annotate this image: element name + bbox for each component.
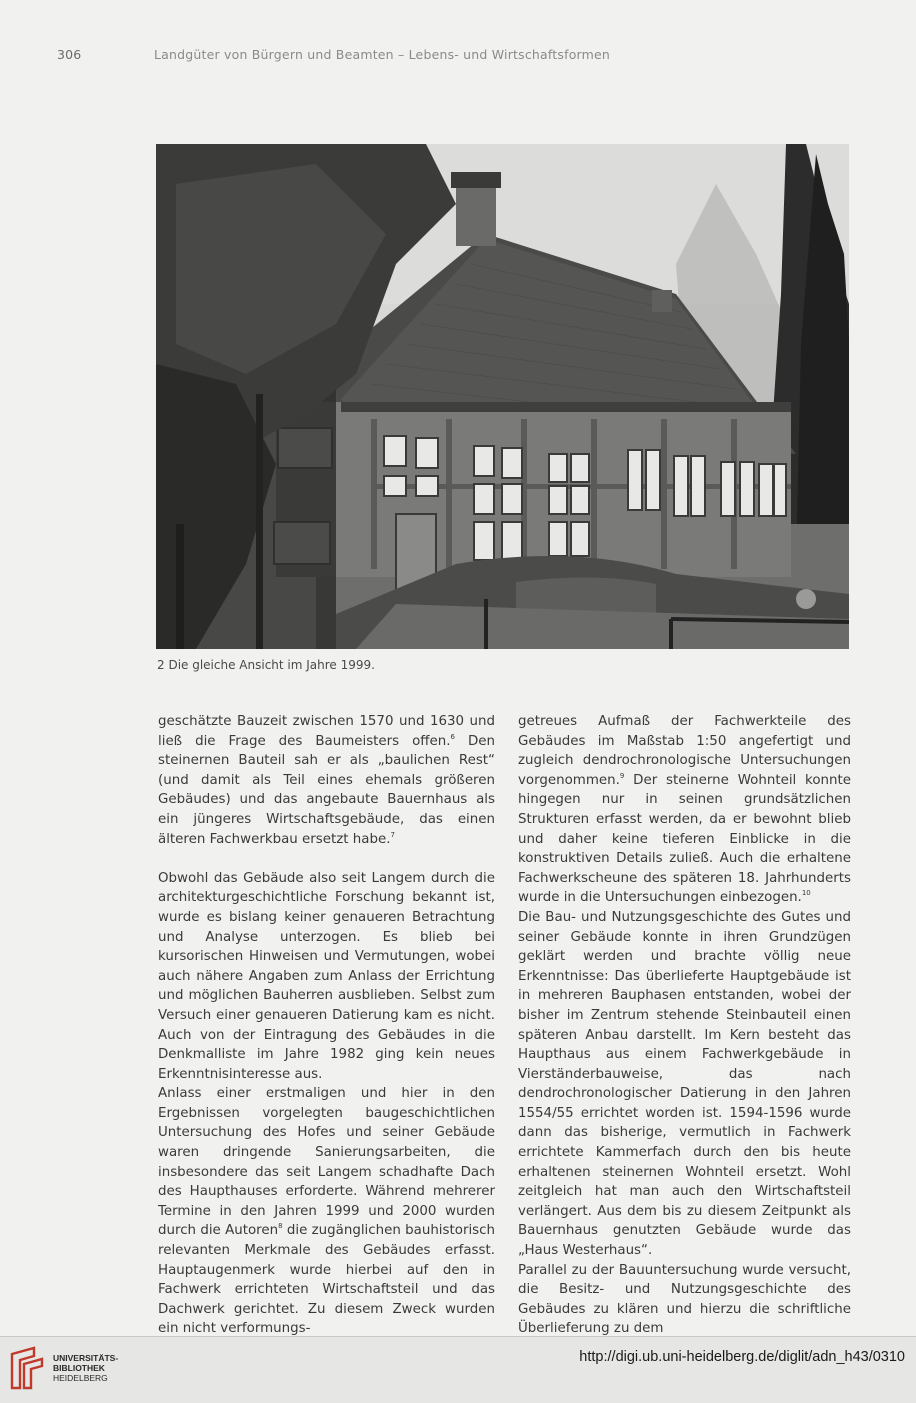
farmhouse-photo bbox=[156, 144, 849, 649]
library-logo-text: UNIVERSITÄTS- BIBLIOTHEK HEIDELBERG bbox=[53, 1353, 119, 1383]
footnote-ref: 7 bbox=[390, 830, 395, 839]
source-url-link[interactable]: http://digi.ub.uni-heidelberg.de/diglit/adn_h43/0310 bbox=[579, 1349, 905, 1365]
footnote-ref: 6 bbox=[450, 732, 455, 741]
paragraph: Die Bau- und Nutzungsgeschichte des Gutes und seiner Gebäude konnte in ihren Grundzügen geklärt werden und brachte völlig neue Erkenntnisse: Das überlieferte Hauptgebäude ist in mehreren Bauphasen entstanden, wobei der bisher im Zentrum stehende Steinbauteil einen späteren Anbau darstellt. Im Kern besteht das Haupthaus aus einem Fachwerkgebäude in Vierständerbauweise, das nach dendrochronologischer Datierung in den Jahren 1554/55 errichtet worden ist. 1594-1596 wurde dann das bisherige, vermutlich in Fachwerk errichtete Kammerfach durch den bis heute erhaltenen steinernen Wohnteil ersetzt. Wohl zeitgleich hat man auch den Wirtschaftsteil verlängert. Aus dem bis zu diesem Zeitpunkt als Bauernhaus genutzten Gebäude wurde das „Haus Westerhaus“. bbox=[518, 909, 851, 1259]
footnote-ref: 10 bbox=[801, 889, 811, 898]
paragraph: geschätzte Bauzeit zwischen 1570 und 1630 und ließ die Frage des Baumeisters offen.$^6$ Den steinernen Bauteil sah er als „baulichen Rest“ (und damit als Teil eines ehemals größeren Gebäudes) und das angebaute Bauernhaus als ein jüngeres Wirtschaftsgebäude, das einen älteren Fachwerkbau ersetzt habe.$^7$ bbox=[158, 714, 496, 847]
figure-caption: 2 Die gleiche Ansicht im Jahre 1999. bbox=[157, 658, 375, 672]
paragraph: Anlass einer erstmaligen und hier in den Ergebnissen vorgelegten baugeschichtlichen Untersuchung des Hofes und seiner Gebäude waren dringende Sanierungsarbeiten, die insbesondere das seit Langem schadhafte Dach des Haupthauses erforderte. Während mehrerer Termine in den Jahren 1999 und 2000 wurden durch die Autoren$^8$ die zugänglichen bauhistorisch relevanten Merkmale des Gebäudes erfasst. Hauptaugenmerk wurde hierbei auf den in Fachwerk errichteten Wirtschaftsteil und das Dachwerk gerichtet. Zu diesem Zweck wurden ein nicht verformungs- bbox=[158, 1086, 495, 1337]
footnote-ref: 9 bbox=[619, 771, 625, 780]
page-number: 306 bbox=[57, 47, 82, 62]
footnote-ref: 8 bbox=[278, 1222, 283, 1231]
paragraph: getreues Aufmaß der Fachwerkteile des Gebäudes im Maßstab 1:50 angefertigt und zugleich dendrochronologische Untersuchungen vorgenommen.$^9$ Der steinerne Wohnteil konnte hingegen nur in seinen grundsätzlichen Strukturen erfasst werden, da er bewohnt blieb und daher keine tieferen Einblicke in die konstruktiven Details zuließ. Auch die erhaltene Fachwerkscheune des späteren 18. Jahrhunderts wurde in die Untersuchungen einbezogen.$^{10}$ bbox=[518, 714, 851, 906]
text-column-right bbox=[518, 712, 851, 1339]
paragraph: Obwohl das Gebäude also seit Langem durch die architekturgeschichtliche Forschung bekannt ist, wurde es bislang keiner genaueren Betrachtung und Analyse unterzogen. Es blieb bei kursorischen Hinweisen und Vermutungen, wobei auch nähere Angaben zum Anlass der Errichtung und möglichen Bauherren ausblieben. Selbst zum Versuch einer genaueren Datierung kam es nicht. Auch von der Eintragung des Gebäudes in die Denkmalliste im Jahre 1982 ging kein neues Erkenntnisinteresse aus. bbox=[158, 870, 495, 1082]
paragraph: Parallel zu der Bauuntersuchung wurde versucht, die Besitz- und Nutzungsgeschichte des Gebäudes zu klären und hierzu die schriftliche Überlieferung zu dem bbox=[518, 1262, 851, 1337]
text-column-left bbox=[158, 712, 495, 1339]
footer-bar bbox=[0, 1336, 916, 1403]
running-title: Landgüter von Bürgern und Beamten – Lebens- und Wirtschaftsformen bbox=[154, 47, 611, 62]
library-logo-icon bbox=[10, 1346, 44, 1390]
